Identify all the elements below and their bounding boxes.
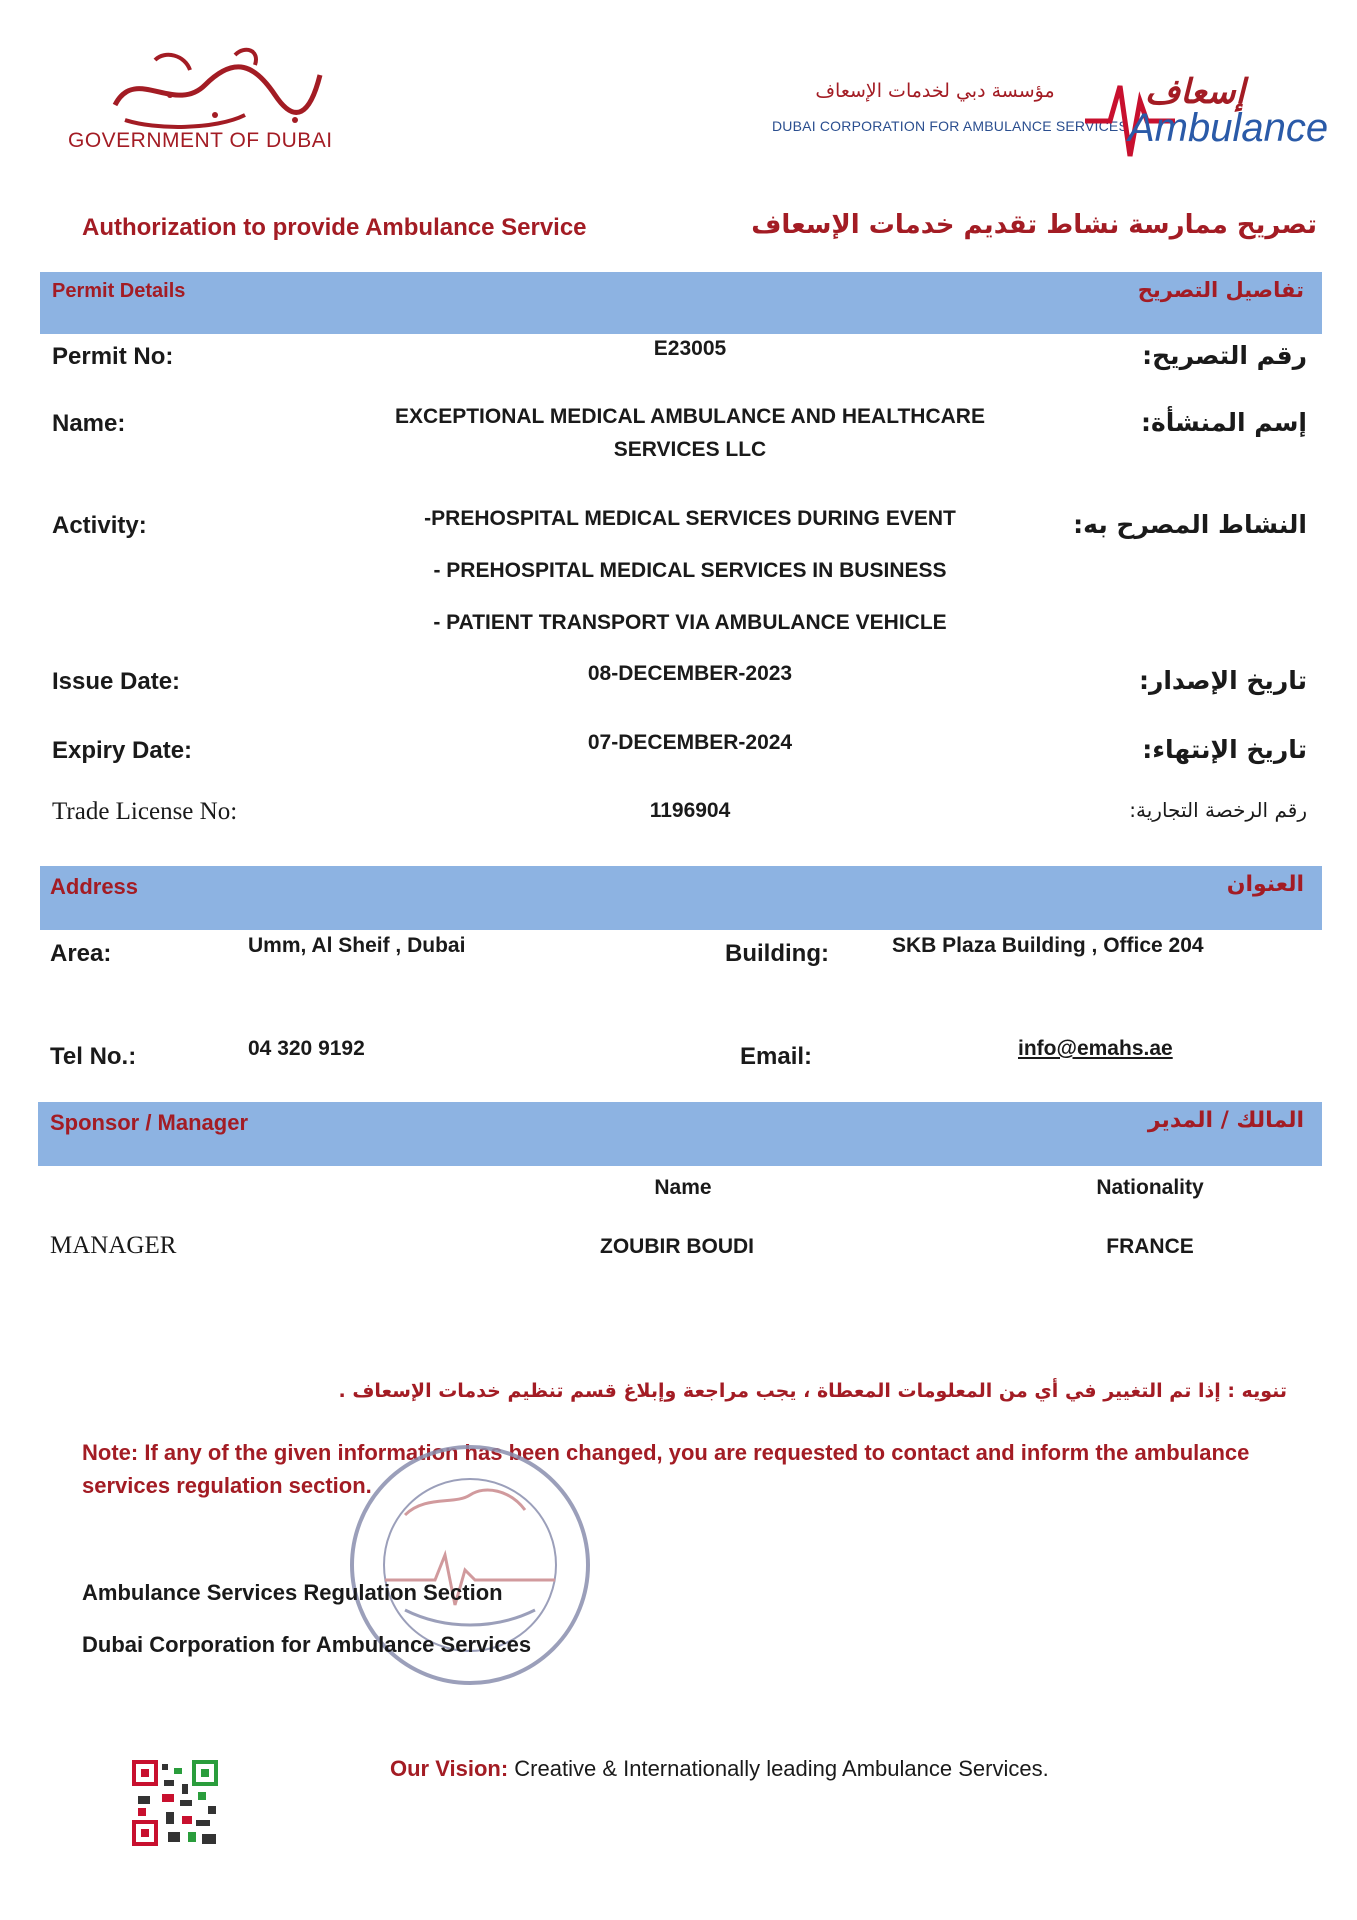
brand-name-ar: إسعاف [1145, 72, 1245, 112]
expiry-date-label: Expiry Date: [52, 737, 193, 764]
dubai-calligraphy-icon [95, 45, 325, 135]
issue-date-label-ar: تاريخ الإصدار: [1138, 666, 1307, 695]
permit-no-label-ar: رقم التصريح: [1142, 341, 1307, 370]
sponsor-band [38, 1102, 1322, 1166]
sponsor-col-nationality: Nationality [1096, 1176, 1204, 1199]
name-value-line1: EXCEPTIONAL MEDICAL AMBULANCE AND HEALTHCARE [395, 405, 985, 428]
activity-label: Activity: [52, 512, 147, 539]
activity-label-ar: النشاط المصرح به: [1073, 510, 1307, 539]
vision-statement [390, 1756, 1049, 1782]
corp-name-ar: مؤسسة دبي لخدمات الإسعاف [815, 80, 1055, 102]
activity-value-2: - PREHOSPITAL MEDICAL SERVICES IN BUSINESS [433, 559, 947, 582]
issue-date-label: Issue Date: [52, 668, 181, 695]
permit-details-band [40, 272, 1322, 334]
sponsor-heading-en: Sponsor / Manager [50, 1110, 249, 1135]
vision-text: Creative & Internationally leading Ambulance Services. [508, 1756, 1049, 1781]
building-value: SKB Plaza Building , Office 204 [892, 934, 1204, 957]
signature-line1: Ambulance Services Regulation Section [82, 1580, 503, 1605]
note-ar: تنويه : إذا تم التغيير في أي من المعلومات المعطاة ، يجب مراجعة وإبلاغ قسم تنظيم خدمات الإسعاف . [338, 1380, 1287, 1402]
area-value: Umm, Al Sheif , Dubai [248, 934, 466, 957]
sponsor-person-name: ZOUBIR BOUDI [600, 1235, 754, 1258]
document-title-en: Authorization to provide Ambulance Service [82, 214, 587, 241]
brand-name-en: Ambulance [1128, 106, 1329, 150]
activity-value-3: - PATIENT TRANSPORT VIA AMBULANCE VEHICLE [433, 611, 947, 634]
corp-name-en: DUBAI CORPORATION FOR AMBULANCE SERVICES [772, 118, 1128, 134]
issue-date-value: 08-DECEMBER-2023 [587, 662, 793, 685]
name-label-ar: إسم المنشأة: [1141, 408, 1307, 437]
sponsor-heading-ar: المالك / المدير [1147, 1108, 1304, 1133]
trade-license-label-ar: رقم الرخصة التجارية: [1129, 798, 1307, 822]
address-heading-ar: العنوان [1226, 872, 1304, 897]
permit-no-value: E23005 [653, 337, 727, 360]
qr-code-icon[interactable] [132, 1760, 218, 1846]
gov-name-en: GOVERNMENT OF DUBAI [68, 129, 333, 152]
sponsor-col-name: Name [654, 1176, 712, 1199]
address-band [40, 866, 1322, 930]
expiry-date-label-ar: تاريخ الإنتهاء: [1142, 735, 1307, 764]
activity-value-1: -PREHOSPITAL MEDICAL SERVICES DURING EVENT [424, 507, 956, 530]
tel-label: Tel No.: [50, 1043, 137, 1070]
government-of-dubai-logo [60, 45, 360, 165]
permit-details-heading-en: Permit Details [52, 280, 186, 302]
permit-no-label: Permit No: [52, 343, 174, 370]
note-en: Note: If any of the given information has been changed, you are requested to contact and inform the ambulance services regulation section. [82, 1440, 1250, 1498]
trade-license-label: Trade License No: [52, 798, 238, 825]
email-label: Email: [740, 1043, 813, 1070]
name-label: Name: [52, 410, 126, 437]
document-title-ar: تصريح ممارسة نشاط تقديم خدمات الإسعاف [751, 210, 1317, 240]
address-heading-en: Address [50, 874, 139, 899]
sponsor-nationality: FRANCE [1106, 1235, 1194, 1258]
area-label: Area: [50, 940, 112, 967]
name-value-line2: SERVICES LLC [613, 438, 767, 461]
sponsor-role: MANAGER [50, 1232, 177, 1259]
dubai-ambulance-logo [760, 60, 1329, 170]
trade-license-value: 1196904 [649, 799, 731, 822]
permit-details-heading-ar: تفاصيل التصريح [1137, 278, 1304, 302]
email-link[interactable]: info@emahs.ae [1018, 1037, 1173, 1060]
signature-line2: Dubai Corporation for Ambulance Services [82, 1632, 532, 1657]
tel-value: 04 320 9192 [248, 1037, 365, 1060]
expiry-date-value: 07-DECEMBER-2024 [587, 731, 793, 754]
vision-label: Our Vision: [390, 1756, 509, 1781]
building-label: Building: [725, 940, 829, 967]
